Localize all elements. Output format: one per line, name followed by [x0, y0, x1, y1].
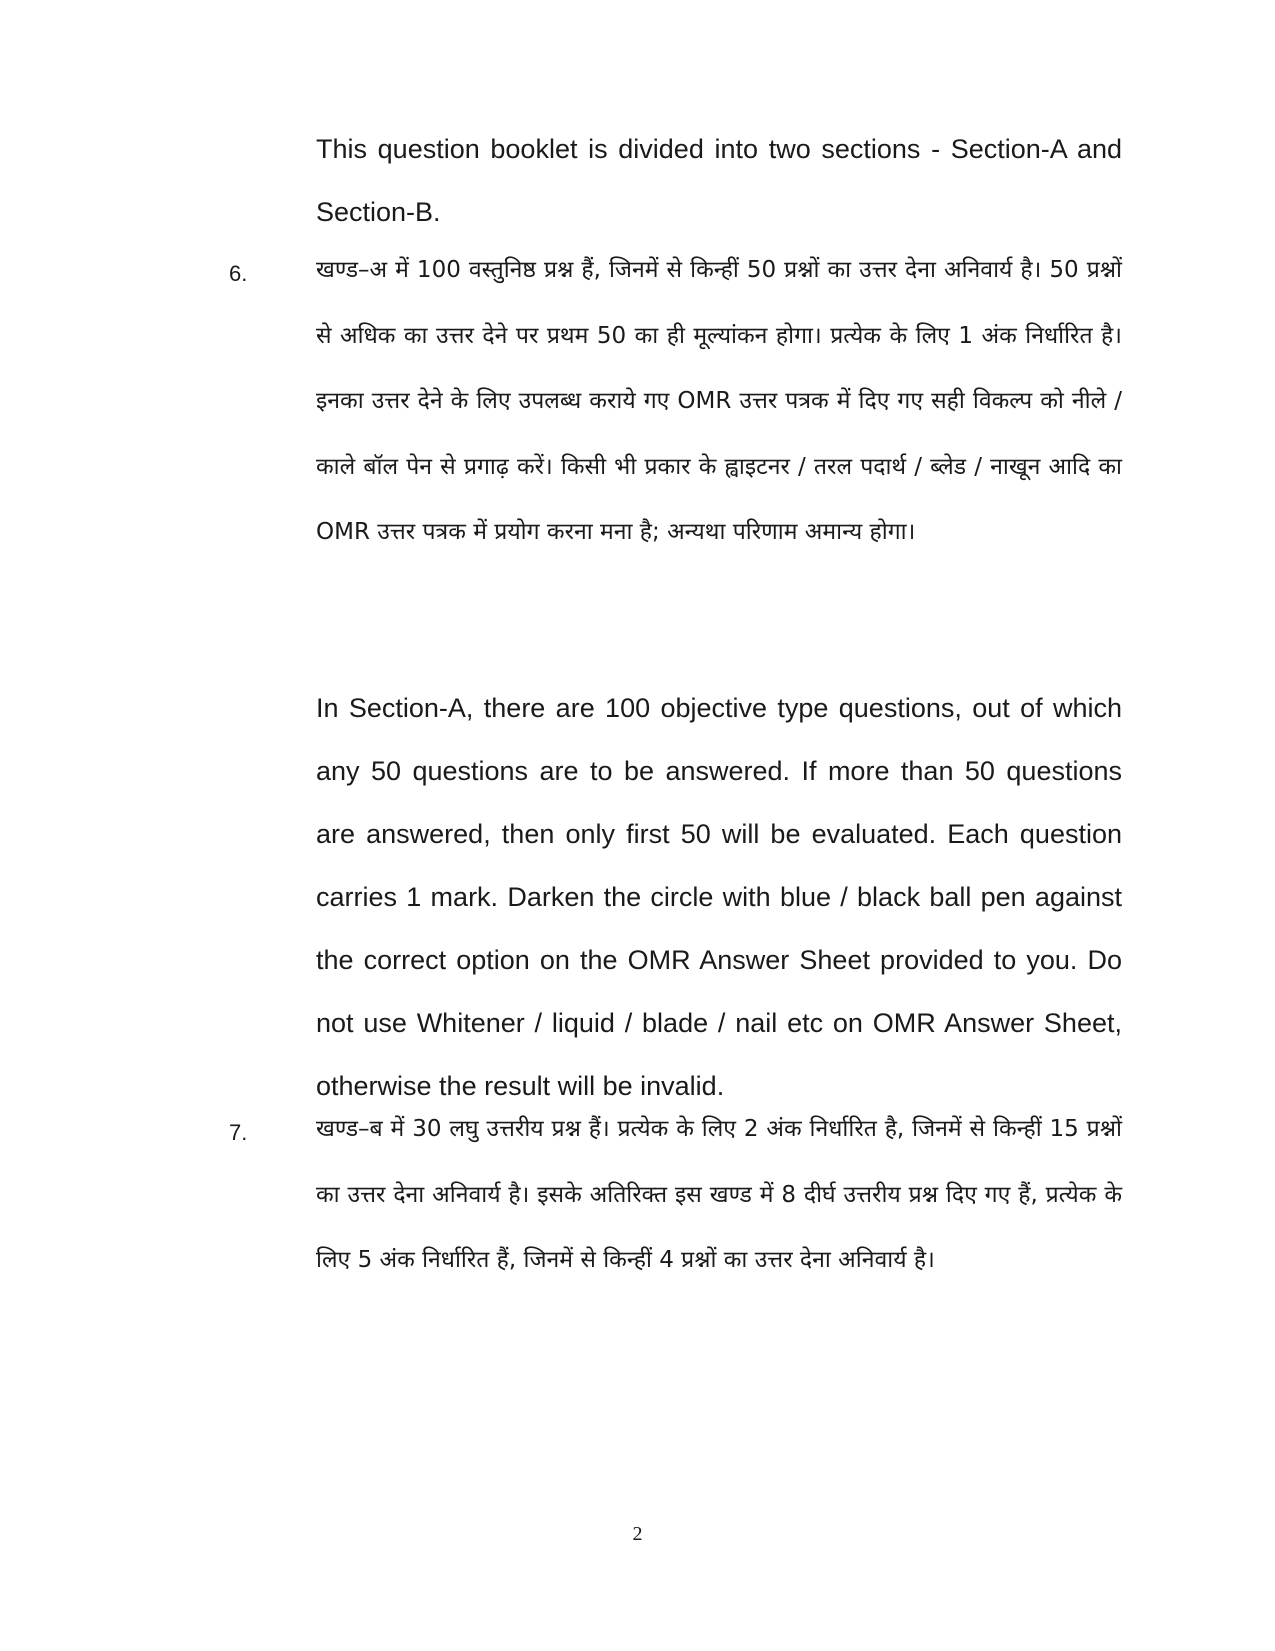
item-7-number: 7. — [229, 1120, 248, 1145]
item-6-english — [316, 677, 1122, 1118]
intro-block — [316, 118, 1122, 244]
page-number: 2 — [632, 1523, 643, 1545]
item-6-hindi — [316, 238, 1122, 566]
item-7-hindi — [316, 1097, 1122, 1294]
item-6-number: 6. — [229, 261, 248, 286]
item-7-hindi-text: खण्ड–ब में 30 लघु उत्तरीय प्रश्न हैं। प्रत्येक के लिए 2 अंक निर्धारित है, जिनमें से किन्हीं 15 प्रश्नों का उत्तर देना अनिवार्य है। इसके अतिरिक्त इस खण्ड में 8 दीर्घ उत्तरीय प्रश्न दिए गए हैं, प्रत्येक के लिए 5 अंक निर्धारित हैं, जिनमें से किन्हीं 4 प्रश्नों का उत्तर देना अनिवार्य है। — [316, 1116, 1122, 1273]
intro-text: This question booklet is divided into two sections - Section-A and Section-B. — [316, 134, 1122, 227]
item-6-english-text: In Section-A, there are 100 objective type questions, out of which any 50 questions are to be answered. If more than 50 questions are answered, then only first 50 will be evaluated. Each question carries 1 mark. Darken the circle with blue / black ball pen against the correct option on the OMR Answer Sheet provided to you. Do not use Whitener / liquid / blade / nail etc on OMR Answer Sheet, otherwise the result will be invalid. — [316, 693, 1122, 1101]
item-6-hindi-text: खण्ड–अ में 100 वस्तुनिष्ठ प्रश्न हैं, जिनमें से किन्हीं 50 प्रश्नों का उत्तर देना अनिवार्य है। 50 प्रश्नों से अधिक का उत्तर देने पर प्रथम 50 का ही मूल्यांकन होगा। प्रत्येक के लिए 1 अंक निर्धारित है। इनका उत्तर देने के लिए उपलब्ध कराये गए OMR उत्तर पत्रक में दिए गए सही विकल्प को नीले / काले बॉल पेन से प्रगाढ़ करें। किसी भी प्रकार के ह्वाइटनर / तरल पदार्थ / ब्लेड / नाखून आदि का OMR उत्तर पत्रक में प्रयोग करना मना है; अन्यथा परिणाम अमान्य होगा। — [316, 257, 1122, 545]
